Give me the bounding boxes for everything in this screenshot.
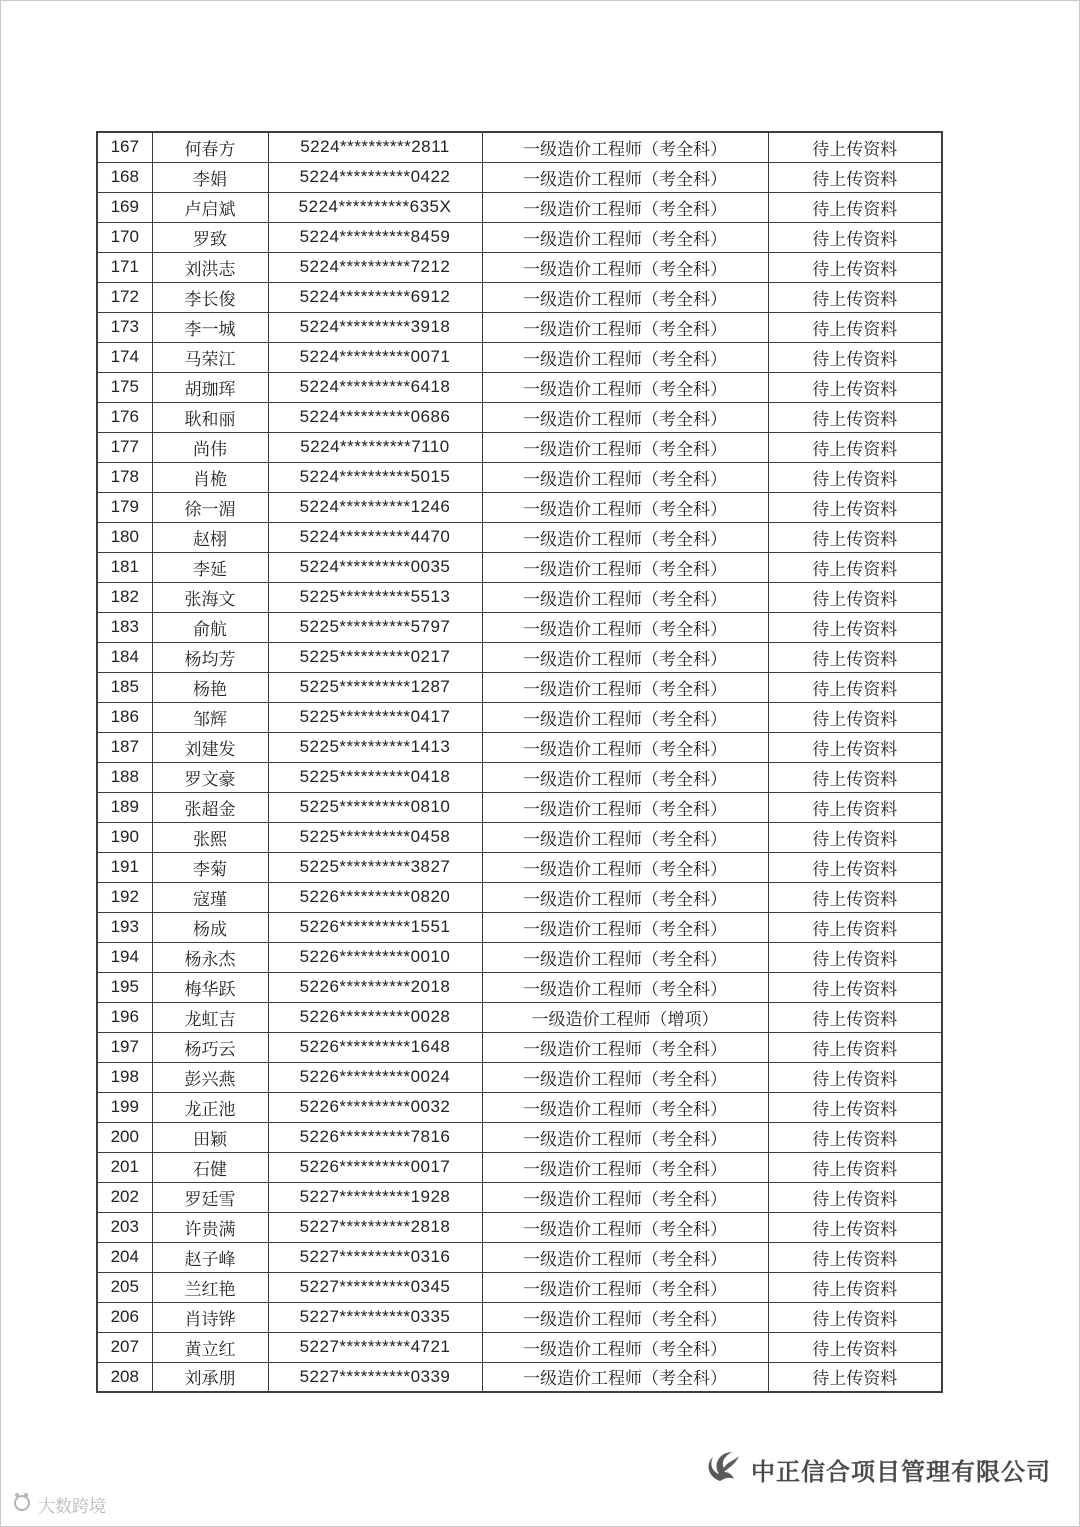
cell-no: 170 <box>97 222 152 252</box>
cell-status: 待上传资料 <box>768 912 942 942</box>
table-row <box>97 672 942 702</box>
cell-exam: 一级造价工程师（考全科） <box>482 672 768 702</box>
cell-no: 186 <box>97 702 152 732</box>
cell-name: 杨永杰 <box>152 942 268 972</box>
table-row <box>97 522 942 552</box>
cell-no: 190 <box>97 822 152 852</box>
cell-no: 202 <box>97 1182 152 1212</box>
cell-name: 肖诗铧 <box>152 1302 268 1332</box>
cell-status: 待上传资料 <box>768 1302 942 1332</box>
cell-status: 待上传资料 <box>768 552 942 582</box>
cell-id: 5225**********3827 <box>268 852 482 882</box>
cell-exam: 一级造价工程师（考全科） <box>482 762 768 792</box>
cell-status: 待上传资料 <box>768 1362 942 1392</box>
cell-name: 马荣江 <box>152 342 268 372</box>
cell-exam: 一级造价工程师（考全科） <box>482 612 768 642</box>
cell-name: 张超金 <box>152 792 268 822</box>
cell-status: 待上传资料 <box>768 402 942 432</box>
cell-exam: 一级造价工程师（考全科） <box>482 972 768 1002</box>
cell-status: 待上传资料 <box>768 642 942 672</box>
cell-exam: 一级造价工程师（考全科） <box>482 1332 768 1362</box>
cell-no: 179 <box>97 492 152 522</box>
cell-no: 206 <box>97 1302 152 1332</box>
cell-status: 待上传资料 <box>768 672 942 702</box>
cell-exam: 一级造价工程师（考全科） <box>482 1092 768 1122</box>
cell-name: 杨巧云 <box>152 1032 268 1062</box>
cell-exam: 一级造价工程师（考全科） <box>482 852 768 882</box>
cell-no: 201 <box>97 1152 152 1182</box>
cell-exam: 一级造价工程师（考全科） <box>482 342 768 372</box>
cell-no: 180 <box>97 522 152 552</box>
cell-exam: 一级造价工程师（考全科） <box>482 882 768 912</box>
cell-exam: 一级造价工程师（考全科） <box>482 1032 768 1062</box>
cell-id: 5224**********0686 <box>268 402 482 432</box>
cell-status: 待上传资料 <box>768 1332 942 1362</box>
cell-no: 199 <box>97 1092 152 1122</box>
watermark <box>11 1491 106 1518</box>
cell-id: 5227**********0345 <box>268 1272 482 1302</box>
table-row <box>97 1122 942 1152</box>
cell-id: 5225**********5797 <box>268 612 482 642</box>
cell-id: 5225**********0418 <box>268 762 482 792</box>
table-row <box>97 1332 942 1362</box>
cell-name: 杨均芳 <box>152 642 268 672</box>
cell-name: 徐一湄 <box>152 492 268 522</box>
company-name: 中正信合项目管理有限公司 <box>751 1459 1051 1486</box>
cell-exam: 一级造价工程师（考全科） <box>482 1212 768 1242</box>
cell-name: 耿和丽 <box>152 402 268 432</box>
table-row <box>97 852 942 882</box>
cell-id: 5225**********1287 <box>268 672 482 702</box>
cell-id: 5224**********3918 <box>268 312 482 342</box>
cell-no: 182 <box>97 582 152 612</box>
cell-status: 待上传资料 <box>768 432 942 462</box>
table-row <box>97 612 942 642</box>
cell-id: 5225**********1413 <box>268 732 482 762</box>
cell-name: 胡珈珲 <box>152 372 268 402</box>
cell-exam: 一级造价工程师（考全科） <box>482 732 768 762</box>
table-row <box>97 192 942 222</box>
cell-status: 待上传资料 <box>768 252 942 282</box>
cell-no: 175 <box>97 372 152 402</box>
cell-status: 待上传资料 <box>768 342 942 372</box>
table-row <box>97 462 942 492</box>
cell-exam: 一级造价工程师（考全科） <box>482 1302 768 1332</box>
cell-name: 梅华跃 <box>152 972 268 1002</box>
cell-exam: 一级造价工程师（考全科） <box>482 462 768 492</box>
cell-id: 5226**********7816 <box>268 1122 482 1152</box>
cell-id: 5227**********0335 <box>268 1302 482 1332</box>
cell-id: 5226**********0010 <box>268 942 482 972</box>
cell-id: 5224**********1246 <box>268 492 482 522</box>
table-row <box>97 252 942 282</box>
table-row <box>97 582 942 612</box>
table-row <box>97 132 942 162</box>
cell-name: 李娟 <box>152 162 268 192</box>
cell-status: 待上传资料 <box>768 1242 942 1272</box>
cell-status: 待上传资料 <box>768 1272 942 1302</box>
cell-name: 卢启斌 <box>152 192 268 222</box>
cell-no: 205 <box>97 1272 152 1302</box>
cell-status: 待上传资料 <box>768 522 942 552</box>
cell-no: 177 <box>97 432 152 462</box>
cell-status: 待上传资料 <box>768 792 942 822</box>
cell-exam: 一级造价工程师（考全科） <box>482 1182 768 1212</box>
table-row <box>97 552 942 582</box>
table-row <box>97 432 942 462</box>
table-row <box>97 1062 942 1092</box>
cell-name: 张海文 <box>152 582 268 612</box>
table-row <box>97 1242 942 1272</box>
table-row <box>97 1212 942 1242</box>
cell-exam: 一级造价工程师（考全科） <box>482 1122 768 1152</box>
cell-id: 5226**********1551 <box>268 912 482 942</box>
table-row <box>97 942 942 972</box>
cell-status: 待上传资料 <box>768 372 942 402</box>
cell-name: 罗致 <box>152 222 268 252</box>
table-row <box>97 1002 942 1032</box>
cell-no: 196 <box>97 1002 152 1032</box>
cell-no: 189 <box>97 792 152 822</box>
cell-exam: 一级造价工程师（考全科） <box>482 522 768 552</box>
table-row <box>97 1302 942 1332</box>
cell-name: 罗廷雪 <box>152 1182 268 1212</box>
cell-id: 5227**********2818 <box>268 1212 482 1242</box>
cell-name: 尚伟 <box>152 432 268 462</box>
cell-id: 5226**********2018 <box>268 972 482 1002</box>
table-row <box>97 342 942 372</box>
cell-exam: 一级造价工程师（考全科） <box>482 192 768 222</box>
cell-name: 杨艳 <box>152 672 268 702</box>
table-body <box>97 132 942 1392</box>
cell-no: 178 <box>97 462 152 492</box>
cell-name: 何春方 <box>152 132 268 162</box>
cell-no: 203 <box>97 1212 152 1242</box>
cell-no: 195 <box>97 972 152 1002</box>
cell-status: 待上传资料 <box>768 852 942 882</box>
cell-name: 刘承朋 <box>152 1362 268 1392</box>
table-row <box>97 1092 942 1122</box>
cell-exam: 一级造价工程师（考全科） <box>482 402 768 432</box>
table-row <box>97 732 942 762</box>
cell-status: 待上传资料 <box>768 162 942 192</box>
cell-no: 172 <box>97 282 152 312</box>
cell-no: 200 <box>97 1122 152 1152</box>
cell-status: 待上传资料 <box>768 1152 942 1182</box>
cell-id: 5226**********0017 <box>268 1152 482 1182</box>
cell-name: 许贵满 <box>152 1212 268 1242</box>
candidate-table <box>96 131 943 1393</box>
cell-status: 待上传资料 <box>768 702 942 732</box>
cell-no: 171 <box>97 252 152 282</box>
cell-no: 193 <box>97 912 152 942</box>
cell-id: 5227**********4721 <box>268 1332 482 1362</box>
cell-status: 待上传资料 <box>768 1122 942 1152</box>
cell-exam: 一级造价工程师（考全科） <box>482 792 768 822</box>
watermark-label: 大数跨境 <box>38 1497 106 1516</box>
table-row <box>97 222 942 252</box>
cell-status: 待上传资料 <box>768 1182 942 1212</box>
cell-id: 5226**********0032 <box>268 1092 482 1122</box>
cell-id: 5224**********2811 <box>268 132 482 162</box>
cell-id: 5225**********0810 <box>268 792 482 822</box>
cell-name: 刘洪志 <box>152 252 268 282</box>
cell-exam: 一级造价工程师（考全科） <box>482 282 768 312</box>
cell-exam: 一级造价工程师（考全科） <box>482 492 768 522</box>
cell-no: 184 <box>97 642 152 672</box>
cell-name: 李长俊 <box>152 282 268 312</box>
cell-name: 赵栩 <box>152 522 268 552</box>
cell-status: 待上传资料 <box>768 1032 942 1062</box>
cell-no: 167 <box>97 132 152 162</box>
cell-id: 5224**********7212 <box>268 252 482 282</box>
cell-name: 黄立红 <box>152 1332 268 1362</box>
cell-exam: 一级造价工程师（考全科） <box>482 222 768 252</box>
cell-status: 待上传资料 <box>768 312 942 342</box>
cell-name: 李一城 <box>152 312 268 342</box>
cell-id: 5227**********0339 <box>268 1362 482 1392</box>
cell-id: 5227**********1928 <box>268 1182 482 1212</box>
cell-status: 待上传资料 <box>768 1212 942 1242</box>
cell-name: 李延 <box>152 552 268 582</box>
cell-name: 龙正池 <box>152 1092 268 1122</box>
cell-exam: 一级造价工程师（考全科） <box>482 132 768 162</box>
cell-exam: 一级造价工程师（考全科） <box>482 252 768 282</box>
company-footer <box>699 1449 1051 1490</box>
cell-id: 5226**********0028 <box>268 1002 482 1032</box>
cell-exam: 一级造价工程师（考全科） <box>482 1242 768 1272</box>
cell-exam: 一级造价工程师（考全科） <box>482 1062 768 1092</box>
cell-status: 待上传资料 <box>768 582 942 612</box>
watermark-icon <box>11 1491 33 1518</box>
cell-id: 5224**********0071 <box>268 342 482 372</box>
cell-exam: 一级造价工程师（考全科） <box>482 582 768 612</box>
cell-name: 李菊 <box>152 852 268 882</box>
cell-name: 邹辉 <box>152 702 268 732</box>
table-row <box>97 642 942 672</box>
cell-no: 176 <box>97 402 152 432</box>
cell-name: 田颖 <box>152 1122 268 1152</box>
cell-name: 龙虹吉 <box>152 1002 268 1032</box>
cell-status: 待上传资料 <box>768 1002 942 1032</box>
cell-id: 5224**********635X <box>268 192 482 222</box>
cell-id: 5225**********0417 <box>268 702 482 732</box>
cell-name: 杨成 <box>152 912 268 942</box>
cell-no: 191 <box>97 852 152 882</box>
cell-exam: 一级造价工程师（考全科） <box>482 702 768 732</box>
cell-id: 5224**********0035 <box>268 552 482 582</box>
company-logo-icon <box>699 1449 741 1490</box>
cell-status: 待上传资料 <box>768 1092 942 1122</box>
table-row <box>97 282 942 312</box>
cell-name: 罗文豪 <box>152 762 268 792</box>
table-row <box>97 702 942 732</box>
cell-no: 192 <box>97 882 152 912</box>
cell-name: 寇瑾 <box>152 882 268 912</box>
cell-status: 待上传资料 <box>768 132 942 162</box>
cell-exam: 一级造价工程师（增项） <box>482 1002 768 1032</box>
table-row <box>97 792 942 822</box>
cell-no: 188 <box>97 762 152 792</box>
cell-status: 待上传资料 <box>768 222 942 252</box>
table-row <box>97 972 942 1002</box>
cell-no: 168 <box>97 162 152 192</box>
cell-no: 185 <box>97 672 152 702</box>
cell-name: 石健 <box>152 1152 268 1182</box>
cell-id: 5224**********4470 <box>268 522 482 552</box>
cell-exam: 一级造价工程师（考全科） <box>482 312 768 342</box>
cell-no: 208 <box>97 1362 152 1392</box>
cell-no: 173 <box>97 312 152 342</box>
cell-status: 待上传资料 <box>768 822 942 852</box>
cell-exam: 一级造价工程师（考全科） <box>482 1362 768 1392</box>
cell-status: 待上传资料 <box>768 612 942 642</box>
cell-no: 169 <box>97 192 152 222</box>
cell-exam: 一级造价工程师（考全科） <box>482 912 768 942</box>
cell-id: 5226**********0820 <box>268 882 482 912</box>
cell-id: 5224**********5015 <box>268 462 482 492</box>
cell-id: 5224**********6418 <box>268 372 482 402</box>
cell-id: 5225**********0458 <box>268 822 482 852</box>
cell-status: 待上传资料 <box>768 1062 942 1092</box>
cell-name: 兰红艳 <box>152 1272 268 1302</box>
cell-status: 待上传资料 <box>768 732 942 762</box>
cell-status: 待上传资料 <box>768 492 942 522</box>
cell-exam: 一级造价工程师（考全科） <box>482 162 768 192</box>
table-row <box>97 492 942 522</box>
cell-id: 5224**********7110 <box>268 432 482 462</box>
table-row <box>97 162 942 192</box>
cell-exam: 一级造价工程师（考全科） <box>482 1152 768 1182</box>
cell-no: 207 <box>97 1332 152 1362</box>
cell-status: 待上传资料 <box>768 192 942 222</box>
cell-exam: 一级造价工程师（考全科） <box>482 822 768 852</box>
table-row <box>97 912 942 942</box>
cell-name: 刘建发 <box>152 732 268 762</box>
cell-status: 待上传资料 <box>768 762 942 792</box>
table-row <box>97 402 942 432</box>
cell-name: 彭兴燕 <box>152 1062 268 1092</box>
cell-id: 5226**********1648 <box>268 1032 482 1062</box>
cell-id: 5224**********8459 <box>268 222 482 252</box>
cell-name: 张熙 <box>152 822 268 852</box>
cell-no: 187 <box>97 732 152 762</box>
cell-id: 5224**********6912 <box>268 282 482 312</box>
cell-name: 肖桅 <box>152 462 268 492</box>
cell-exam: 一级造价工程师（考全科） <box>482 1272 768 1302</box>
cell-status: 待上传资料 <box>768 882 942 912</box>
cell-no: 197 <box>97 1032 152 1062</box>
cell-id: 5224**********0422 <box>268 162 482 192</box>
cell-id: 5225**********0217 <box>268 642 482 672</box>
cell-status: 待上传资料 <box>768 282 942 312</box>
cell-id: 5227**********0316 <box>268 1242 482 1272</box>
cell-exam: 一级造价工程师（考全科） <box>482 372 768 402</box>
table-row <box>97 822 942 852</box>
cell-no: 181 <box>97 552 152 582</box>
table-row <box>97 882 942 912</box>
table-row <box>97 1152 942 1182</box>
cell-id: 5225**********5513 <box>268 582 482 612</box>
cell-exam: 一级造价工程师（考全科） <box>482 642 768 672</box>
table-row <box>97 372 942 402</box>
cell-status: 待上传资料 <box>768 462 942 492</box>
cell-no: 194 <box>97 942 152 972</box>
cell-exam: 一级造价工程师（考全科） <box>482 552 768 582</box>
cell-exam: 一级造价工程师（考全科） <box>482 942 768 972</box>
cell-no: 174 <box>97 342 152 372</box>
table-row <box>97 762 942 792</box>
cell-no: 204 <box>97 1242 152 1272</box>
table-row <box>97 1032 942 1062</box>
table-row <box>97 312 942 342</box>
cell-status: 待上传资料 <box>768 972 942 1002</box>
cell-no: 183 <box>97 612 152 642</box>
cell-id: 5226**********0024 <box>268 1062 482 1092</box>
cell-no: 198 <box>97 1062 152 1092</box>
cell-name: 赵子峰 <box>152 1242 268 1272</box>
cell-exam: 一级造价工程师（考全科） <box>482 432 768 462</box>
cell-name: 俞航 <box>152 612 268 642</box>
table-row <box>97 1182 942 1212</box>
table-row <box>97 1362 942 1392</box>
cell-status: 待上传资料 <box>768 942 942 972</box>
table-row <box>97 1272 942 1302</box>
